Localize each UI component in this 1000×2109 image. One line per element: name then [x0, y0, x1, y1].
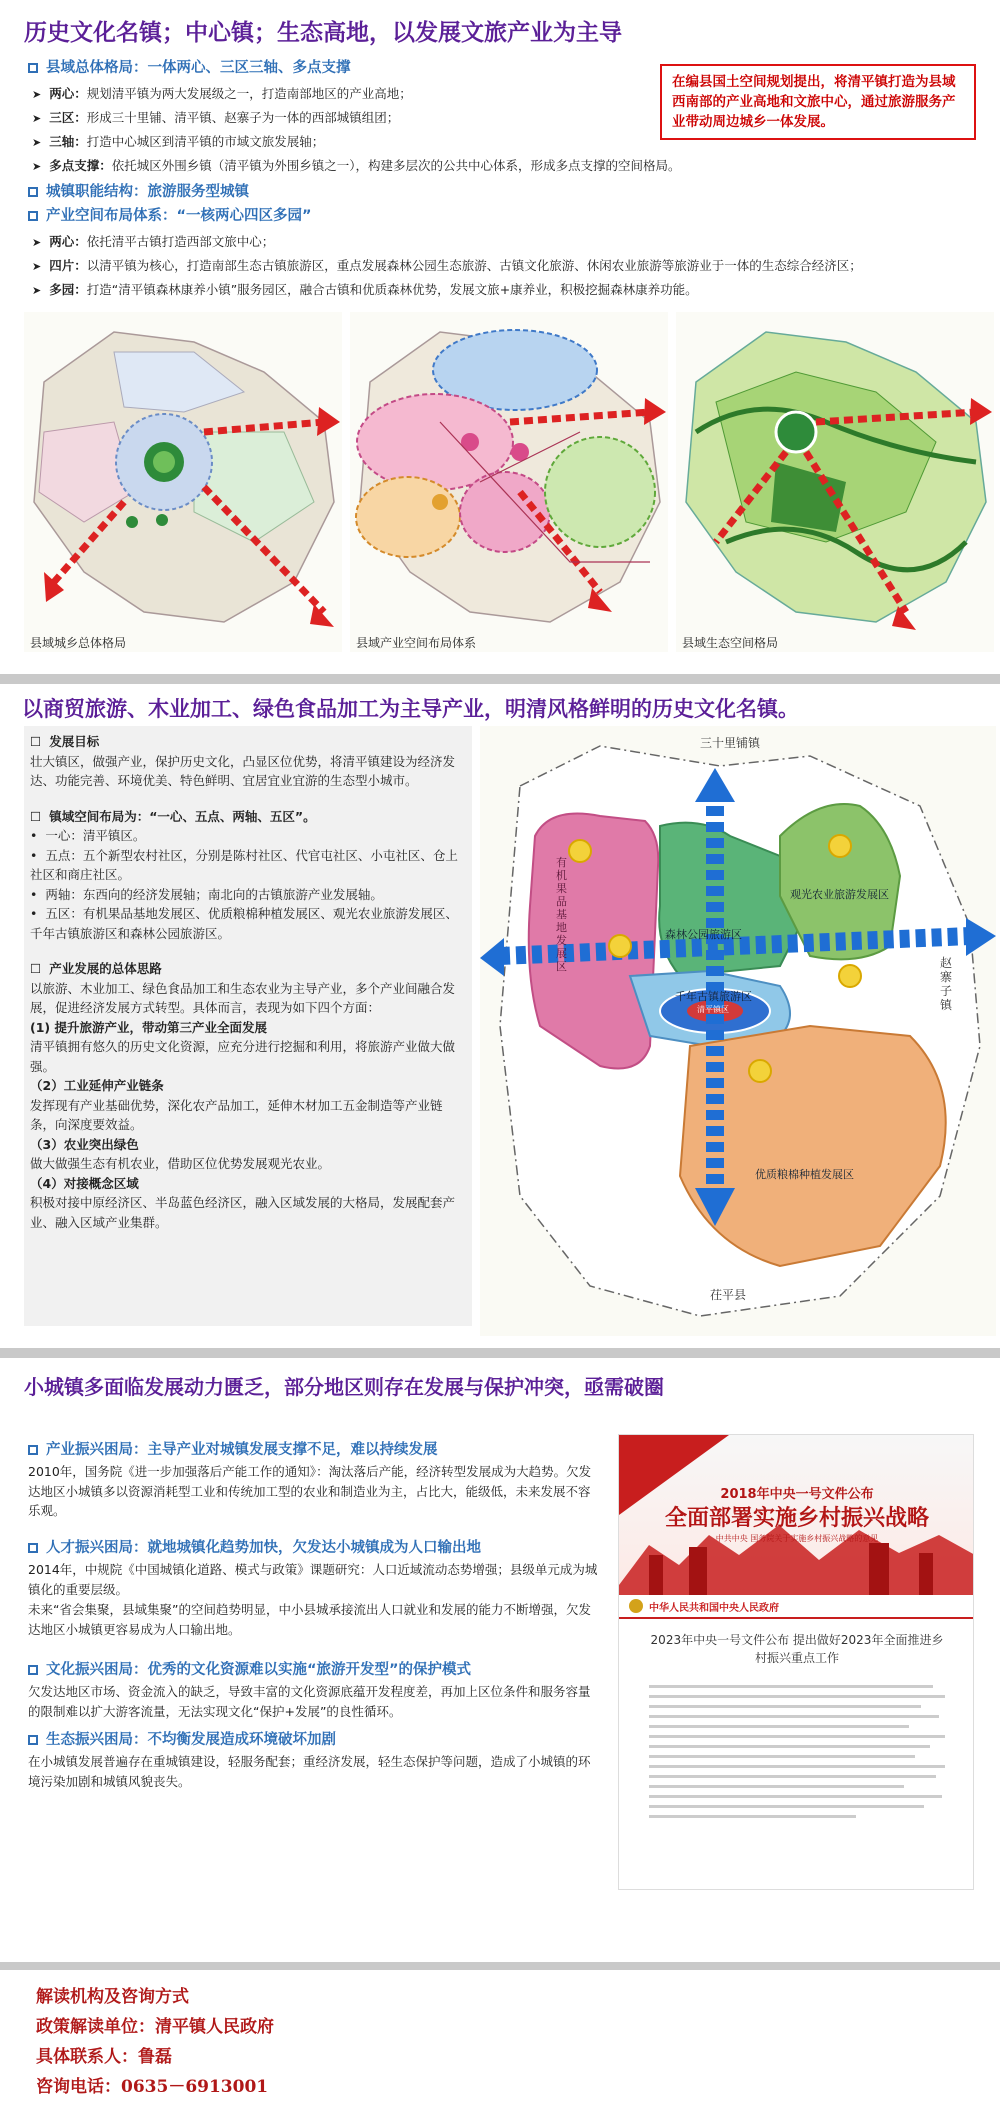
ecology-layout-map — [676, 312, 994, 652]
arrow-bullet-icon: ➤ — [32, 112, 42, 125]
contact-heading: 解读机构及咨询方式 — [36, 1987, 189, 2007]
zone-label-sightseeing: 观光农业旅游发展区 — [790, 888, 889, 901]
county-layout-item: ➤ 三轴：打造中心城区到清平镇的市域文旅发展轴； — [32, 134, 325, 149]
section1-title: 历史文化名镇；中心镇；生态高地，以发展文旅产业为主导 — [24, 20, 622, 46]
square-bullet-icon — [28, 1543, 38, 1553]
section-divider — [0, 1962, 1000, 1970]
section-town-positioning — [0, 0, 1000, 672]
town-core-label: 清平镇区 — [697, 1005, 729, 1014]
square-bullet-icon — [28, 63, 38, 73]
county-layout-map — [24, 312, 342, 652]
development-text: ☐ 发展目标 壮大镇区，做强产业，保护历史文化，凸显区位优势，将清平镇建设为经济发达、功能完善、环境优美、特色鲜明、宜居宜业宜游的生态型小城市。 ☐ 镇域空间布局为：“一心、五点、两轴、五区”。 • 一心：清平镇区。 • 五点：五个新型农村社区，分别是陈村社区、代官屯社区、小屯社区、仓上社区和商庄社区。 • 两轴：东西向的经济发展轴；南北向的古镇旅游产业发展轴。 • 五区：有机果品基地发展区、优质粮棉种植发展区、观光农业旅游发展区、千年古镇旅游区和森林公园旅游区。 ☐ 产业发展的总体思路 以旅游、木业加工、绿色食品加工和生态农业为主导产业，多个产业间融合发展，促进经济发展方式转型。具体而言，表现为如下四个方面： (1) 提升旅游产业，带动第三产业全面发展 清平镇拥有悠久的历史文化资源，应充分进行挖掘和利用，将旅游产业做大做强。 （2）工业延伸产业链条 发挥现有产业基础优势，深化农产品加工，延伸木材加工五金制造等产业链条，向深度要效益。 （3）农业突出绿色 做大做强生态有机农业，借助区位优势发展观光农业。 （4）对接概念区域 积极对接中原经济区、半岛蓝色经济区，融入区域发展的大格局，发展配套产业、融入区域产业集群。 — [30, 734, 458, 1230]
ecology-dilemma-heading: 生态振兴困局：不均衡发展造成环境破坏加剧 — [28, 1730, 336, 1750]
contact-footer — [0, 1972, 1000, 2109]
county-layout-item: ➤ 两心：规划清平镇为两大发展级之一，打造南部地区的产业高地； — [32, 86, 412, 101]
map-east-label: 赵寨子镇 — [940, 956, 953, 1012]
section-small-town-challenges — [0, 1360, 1000, 1926]
talent-dilemma-heading: 人才振兴困局：就地城镇化趋势加快，欠发达小城镇成为人口输出地 — [28, 1538, 481, 1558]
section-divider — [0, 674, 1000, 684]
gov-emblem-icon — [629, 1599, 643, 1613]
article-title[interactable]: 2023年中央一号文件公布 提出做好2023年全面推进乡村振兴重点工作 — [650, 1633, 944, 1665]
square-bullet-icon — [28, 1735, 38, 1745]
poster-subline: 中共中央 国务院关于实施乡村振兴战略的意见 — [715, 1534, 879, 1543]
square-bullet-icon — [28, 211, 38, 221]
planning-callout-box: 在编县国土空间规划提出，将清平镇打造为县域西南部的产业高地和文旅中心，通过旅游服务产业带动周边城乡一体发展。 — [660, 64, 976, 140]
map-caption: 县域生态空间格局 — [682, 636, 779, 650]
industry-layout-item: ➤ 多园：打造“清平镇森林康养小镇”服务园区，融合古镇和优质森林优势，发展文旅+康养业，积极挖掘森林康养功能。 — [32, 282, 698, 297]
arrow-bullet-icon: ➤ — [32, 236, 42, 249]
square-bullet-icon — [28, 1665, 38, 1675]
town-zoning-map — [480, 726, 996, 1336]
talent-dilemma-text-a: 2014年，中规院《中国城镇化道路、模式与政策》课题研究：人口近域流动态势增强；县级单元成为城镇化的重要层级。 — [28, 1562, 598, 1597]
industry-layout-map — [350, 312, 668, 652]
industry-dilemma-text: 2010年，国务院《进一步加强落后产能工作的通知》：淘汰落后产能，经济转型发展成为大趋势。欠发达地区小城镇多以资源消耗型工业和传统加工型的农业和制造业为主，占比大，能级低，未来发展不容乐观。 — [28, 1464, 592, 1518]
industry-layout-item: ➤ 两心：依托清平古镇打造西部文旅中心； — [32, 234, 275, 249]
square-bullet-icon — [28, 187, 38, 197]
zone-label-ancient-town: 千年古镇旅游区 — [675, 990, 752, 1003]
section-town-development — [0, 686, 1000, 1346]
county-layout-item: ➤ 多点支撑：依托城区外围乡镇（清平镇为外围乡镇之一），构建多层次的公共中心体系，形成多点支撑的空间格局。 — [32, 158, 681, 173]
square-bullet-icon — [28, 1445, 38, 1455]
map-caption: 县域城乡总体格局 — [30, 636, 127, 650]
section-divider — [0, 1348, 1000, 1358]
arrow-bullet-icon: ➤ — [32, 160, 42, 173]
town-function-heading: 城镇职能结构：旅游服务型城镇 — [28, 182, 249, 202]
contact-phone: 咨询电话：0635－6913001 — [36, 2077, 269, 2097]
poster-headline: 全面部署实施乡村振兴战略 — [664, 1506, 929, 1531]
zone-label-grain-cotton: 优质粮棉种植发展区 — [755, 1168, 854, 1181]
ecology-dilemma-text: 在小城镇发展普遍存在重城镇建设，轻服务配套；重经济发展，轻生态保护等问题，造成了小城镇的环境污染加剧和城镇风貌丧失。 — [28, 1754, 591, 1789]
arrow-bullet-icon: ➤ — [32, 136, 42, 149]
poster-year-title: 2018年中央一号文件公布 — [720, 1487, 874, 1502]
arrow-bullet-icon: ➤ — [32, 260, 42, 273]
zone-label-forest-park: 森林公园旅游区 — [665, 928, 742, 941]
policy-news-image — [618, 1434, 974, 1890]
arrow-bullet-icon: ➤ — [32, 284, 42, 297]
section3-title: 小城镇多面临发展动力匮乏，部分地区则存在发展与保护冲突，亟需破圈 — [24, 1375, 664, 1399]
culture-dilemma-text: 欠发达地区市场、资金流入的缺乏，导致丰富的文化资源底蕴开发程度差，再加上区位条件和服务容量的限制难以扩大游客流量，无法实现文化“保护+发展”的良性循环。 — [28, 1684, 591, 1719]
culture-dilemma-heading: 文化振兴困局：优秀的文化资源难以实施“旅游开发型”的保护模式 — [28, 1660, 471, 1680]
industry-dilemma-heading: 产业振兴困局：主导产业对城镇发展支撑不足，难以持续发展 — [28, 1440, 438, 1460]
gov-site-name: 中华人民共和国中央人民政府 — [649, 1603, 779, 1614]
contact-person: 具体联系人：鲁磊 — [36, 2047, 172, 2067]
county-layout-item: ➤ 三区：形成三十里铺、清平镇、赵寨子为一体的西部城镇组团； — [32, 110, 400, 125]
gov-site-header — [619, 1595, 974, 1619]
article-body — [649, 1685, 945, 1875]
industry-layout-item: ➤ 四片：以清平镇为核心，打造南部生态古镇旅游区，重点发展森林公园生态旅游、古镇文化旅游、休闲农业旅游等旅游业于一体的生态综合经济区； — [32, 258, 862, 273]
county-layout-heading: 县域总体格局：一体两心、三区三轴、多点支撑 — [28, 58, 351, 78]
map-north-label: 三十里铺镇 — [700, 736, 761, 750]
map-south-label: 茌平县 — [710, 1288, 747, 1302]
talent-dilemma-text-b: 未来“省会集聚，县域集聚”的空间趋势明显，中小县城承接流出人口就业和发展的能力不断增强，欠发达地区小城镇更容易成为人口输出地。 — [28, 1602, 591, 1637]
arrow-bullet-icon: ➤ — [32, 88, 42, 101]
section2-title: 以商贸旅游、木业加工、绿色食品加工为主导产业，明清风格鲜明的历史文化名镇。 — [22, 697, 799, 721]
zone-label-orchard: 有机果品基地发展区 — [556, 856, 567, 973]
contact-unit: 政策解读单位：清平镇人民政府 — [36, 2017, 274, 2037]
policy-poster — [619, 1435, 973, 1595]
industry-layout-heading: 产业空间布局体系：“一核两心四区多园” — [28, 206, 312, 226]
map-caption: 县域产业空间布局体系 — [356, 636, 477, 650]
